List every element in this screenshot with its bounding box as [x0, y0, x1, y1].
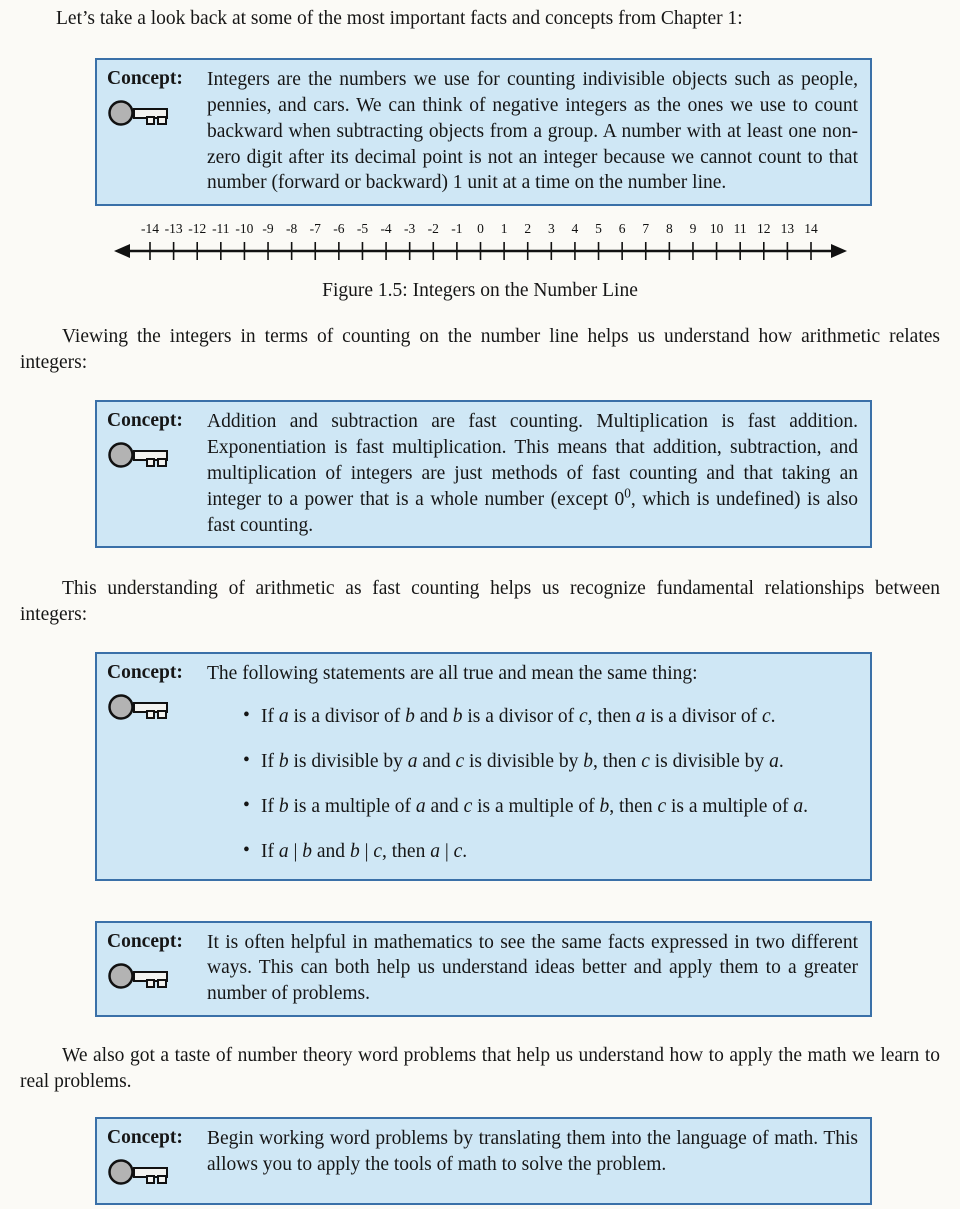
concept-label-column	[107, 661, 207, 871]
concept-label-column	[107, 930, 207, 1008]
tick-label: 14	[803, 221, 818, 237]
divisor-statements-list	[207, 704, 858, 865]
tick-label: -13	[164, 221, 183, 237]
concept-label-column	[107, 409, 207, 539]
figure-caption: Figure 1.5: Integers on the Number Line	[322, 280, 638, 302]
tick-label: 10	[709, 221, 723, 237]
tick-label: 11	[733, 221, 747, 237]
tick-label: 8	[665, 221, 673, 237]
concept-label: Concept:	[107, 409, 183, 431]
concept-text: It is often helpful in mathematics to see the same facts expressed in two different ways. This can both help us understand ideas better and apply them to a greater number of problems.	[207, 931, 858, 1005]
key-icon	[107, 439, 207, 478]
concept-statement-header: The following statements are all true and mean the same thing:	[207, 662, 698, 684]
concept-label: Concept:	[107, 1126, 183, 1148]
tick-label: 4	[571, 221, 578, 237]
figure-1-5	[20, 218, 940, 302]
tick-label: 1	[500, 221, 507, 237]
concept-label: Concept:	[107, 67, 183, 89]
key-icon	[107, 691, 207, 730]
concept-label: Concept:	[107, 930, 183, 952]
tick-label: 7	[641, 221, 649, 237]
left-arrow-icon	[114, 244, 130, 258]
intro-paragraph: Let’s take a look back at some of the most important facts and concepts from Chapter 1:	[56, 8, 743, 29]
tick-label: -14	[140, 221, 159, 237]
list-item: • If b is a multiple of a and c is a multiple of b, then c is a multiple of a.	[243, 794, 858, 820]
paragraph-viewing-integers: Viewing the integers in terms of counting on the number line helps us understand how arithmetic relates integers:	[20, 326, 940, 374]
key-icon	[107, 1156, 207, 1195]
tick-label: -11	[211, 221, 230, 237]
concept-box-two-ways	[95, 921, 872, 1018]
concept-box-integers	[95, 58, 872, 207]
concept-label-column	[107, 1126, 207, 1195]
number-line-svg	[108, 218, 853, 272]
tick-label: -5	[356, 221, 368, 237]
tick-label: 9	[689, 221, 696, 237]
list-item: • If a | b and b | c, then a | c.	[243, 839, 858, 865]
tick-label: 6	[618, 221, 626, 237]
concept-text: Integers are the numbers we use for counting indivisible objects such as people, pennies, and cars. We can think of negative integers as the ones we use to count backward when subtracting objects from a group. A number with at least one non-zero digit after its decimal point is not an integer because we cannot count to that number (forward or backward) 1 unit at a time on the number line.	[207, 68, 858, 194]
tick-label: -8	[285, 221, 297, 237]
tick-label: -4	[379, 221, 392, 237]
tick-label: -9	[261, 221, 274, 237]
tick-label: 5	[594, 221, 602, 237]
key-icon	[107, 97, 207, 136]
number-line-ticks	[141, 221, 818, 260]
concept-box-divisor-statements	[95, 652, 872, 881]
tick-label: -3	[403, 221, 415, 237]
paragraph-fundamental-relationships: This understanding of arithmetic as fast counting helps us recognize fundamental relationships between integers:	[20, 578, 940, 626]
concept-text	[207, 661, 858, 871]
concept-box-translate-word-problems	[95, 1117, 872, 1205]
tick-label: 3	[547, 221, 555, 237]
tick-label: -12	[187, 221, 206, 237]
tick-label: 12	[756, 221, 771, 237]
list-item: • If a is a divisor of b and b is a divisor of c, then a is a divisor of c.	[243, 704, 858, 730]
tick-label: 2	[523, 221, 531, 237]
concept-label: Concept:	[107, 661, 183, 683]
concept-text: Addition and subtraction are fast counting. Multiplication is fast addition. Exponentiation is fast multiplication. This means that addition, subtraction, and multiplication of integers are just methods of fast counting and that taking an integer to a power that is a whole number (except $0^0$, which is undefined) is also fast counting.	[207, 410, 858, 536]
key-icon	[107, 960, 207, 999]
tick-label: -1	[450, 221, 463, 237]
tick-label: 13	[780, 221, 794, 237]
right-arrow-icon	[831, 244, 847, 258]
tick-label: -2	[427, 221, 439, 237]
list-item: • If b is divisible by a and c is divisible by b, then c is divisible by a.	[243, 749, 858, 775]
tick-label: -7	[309, 221, 321, 237]
concept-text: Begin working word problems by translating them into the language of math. This allows you to apply the tools of math to solve the problem.	[207, 1127, 858, 1175]
paragraph-word-problems: We also got a taste of number theory word problems that help us understand how to apply the math we learn to real problems.	[20, 1045, 940, 1092]
tick-label: -6	[332, 221, 344, 237]
concept-box-fast-counting	[95, 400, 872, 549]
tick-label: 0	[476, 221, 484, 237]
concept-label-column	[107, 67, 207, 197]
tick-label: -10	[234, 221, 253, 237]
